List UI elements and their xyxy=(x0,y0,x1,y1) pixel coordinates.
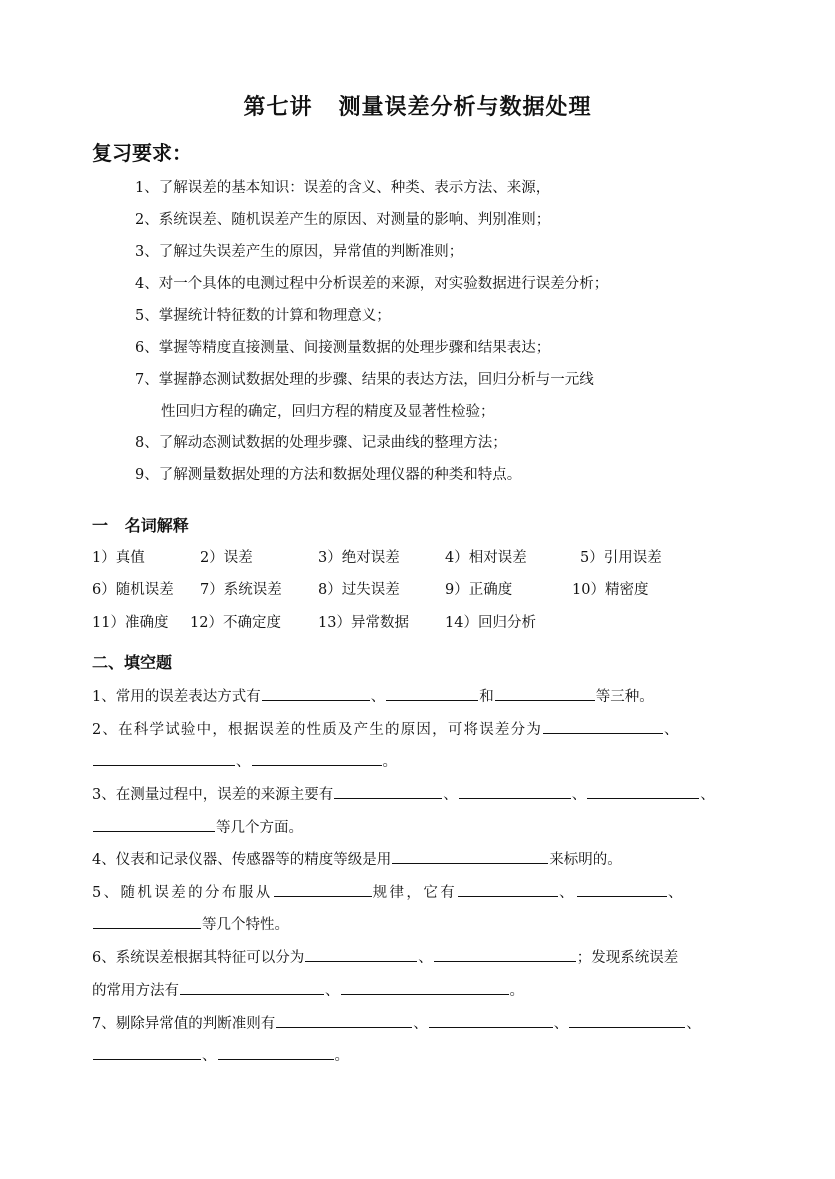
separator: 、 xyxy=(664,722,680,738)
answer-blank[interactable] xyxy=(459,782,571,799)
review-item-1: 1、了解误差的基本知识：误差的含义、种类、表示方法、来源， xyxy=(135,180,551,196)
answer-blank[interactable] xyxy=(587,782,699,799)
question-text: 等几个特性。 xyxy=(202,917,289,933)
review-item-8: 8、了解动态测试数据的处理步骤、记录曲线的整理方法； xyxy=(135,435,507,451)
question-text: 7、剔除异常值的判断准则有 xyxy=(92,1016,276,1032)
question-text: 来标明的。 xyxy=(549,852,622,868)
answer-blank[interactable] xyxy=(305,945,417,962)
term-item: 7）系统误差 xyxy=(200,582,282,598)
term-item: 4）相对误差 xyxy=(445,550,527,566)
question-text: 5、随机误差的分布服从 xyxy=(92,885,273,901)
section-terms-heading: 一 名词解释 xyxy=(92,516,189,535)
answer-blank[interactable] xyxy=(262,684,370,701)
term-item: 5）引用误差 xyxy=(580,550,662,566)
review-item-3: 3、了解过失误差产生的原因，异常值的判断准则； xyxy=(135,244,464,260)
review-item-6: 6、掌握等精度直接测量、间接测量数据的处理步骤和结果表达； xyxy=(135,340,551,356)
review-item-5: 5、掌握统计特征数的计算和物理意义； xyxy=(135,308,391,324)
separator: 、 xyxy=(553,1016,569,1032)
answer-blank[interactable] xyxy=(218,1043,334,1060)
question-6 xyxy=(92,945,678,967)
question-text: 等三种。 xyxy=(595,689,654,705)
separator: 、 xyxy=(202,1048,217,1064)
answer-blank[interactable] xyxy=(252,749,382,766)
question-text: 4、仪表和记录仪器、传感器等的精度等级是用 xyxy=(92,852,392,868)
answer-blank[interactable] xyxy=(434,945,576,962)
review-item-7-cont: 性回归方程的确定，回归方程的精度及显著性检验； xyxy=(161,404,495,420)
separator: 、 xyxy=(325,983,340,999)
term-item: 3）绝对误差 xyxy=(318,550,400,566)
separator: 、 xyxy=(236,754,251,770)
answer-blank[interactable] xyxy=(334,782,442,799)
term-item: 14）回归分析 xyxy=(445,615,536,631)
question-text: 的常用方法有 xyxy=(92,983,179,999)
term-item: 2）误差 xyxy=(200,550,253,566)
term-item: 10）精密度 xyxy=(572,582,649,598)
separator: 、 xyxy=(686,1016,701,1032)
section-fill-heading: 二、填空题 xyxy=(92,653,173,672)
question-text: 6、系统误差根据其特征可以分为 xyxy=(92,950,305,966)
separator: 、 xyxy=(571,787,587,803)
question-text: 规律，它有 xyxy=(372,885,458,901)
question-text: 。 xyxy=(334,1048,349,1064)
term-item: 11）准确度 xyxy=(92,615,169,631)
term-item: 13）异常数据 xyxy=(318,615,409,631)
separator: 、 xyxy=(418,950,433,966)
question-5 xyxy=(92,880,685,902)
answer-blank[interactable] xyxy=(569,1011,685,1028)
answer-blank[interactable] xyxy=(276,1011,412,1028)
separator: 、 xyxy=(700,787,715,803)
question-2-cont xyxy=(92,749,397,771)
question-text: 。 xyxy=(509,983,524,999)
review-item-9: 9、了解测量数据处理的方法和数据处理仪器的种类和特点。 xyxy=(135,467,522,483)
answer-blank[interactable] xyxy=(93,912,201,929)
answer-blank[interactable] xyxy=(386,684,478,701)
question-2 xyxy=(92,717,680,739)
answer-blank[interactable] xyxy=(180,978,324,995)
term-item: 12）不确定度 xyxy=(190,615,281,631)
question-1 xyxy=(92,684,654,706)
question-6-cont xyxy=(92,978,524,1000)
question-7 xyxy=(92,1011,701,1033)
answer-blank[interactable] xyxy=(274,880,372,897)
question-text: 等几个方面。 xyxy=(216,820,303,836)
question-text: 3、在测量过程中，误差的来源主要有 xyxy=(92,787,334,803)
term-item: 1）真值 xyxy=(92,550,145,566)
review-item-2: 2、系统误差、随机误差产生的原因、对测量的影响、判别准则； xyxy=(135,212,551,228)
question-text: 。 xyxy=(382,754,397,770)
page-title: 第七讲 测量误差分析与数据处理 xyxy=(243,94,592,120)
answer-blank[interactable] xyxy=(458,880,558,897)
separator: 、 xyxy=(413,1016,428,1032)
answer-blank[interactable] xyxy=(341,978,509,995)
separator: 、 xyxy=(370,689,386,705)
answer-blank[interactable] xyxy=(93,749,235,766)
answer-blank[interactable] xyxy=(392,847,548,864)
separator: 、 xyxy=(668,885,685,901)
answer-blank[interactable] xyxy=(543,717,663,734)
question-3-cont xyxy=(92,815,303,837)
answer-blank[interactable] xyxy=(577,880,667,897)
term-item: 9）正确度 xyxy=(445,582,513,598)
question-7-cont xyxy=(92,1043,349,1065)
separator: 、 xyxy=(559,885,577,901)
question-4 xyxy=(92,847,622,869)
separator: 、 xyxy=(443,787,458,803)
term-item: 8）过失误差 xyxy=(318,582,400,598)
term-item: 6）随机误差 xyxy=(92,582,174,598)
review-item-4: 4、对一个具体的电测过程中分析误差的来源，对实验数据进行误差分析； xyxy=(135,276,609,292)
question-text: 和 xyxy=(479,689,494,705)
answer-blank[interactable] xyxy=(93,815,215,832)
question-text: ；发现系统误差 xyxy=(576,950,679,966)
question-text: 2、在科学试验中，根据误差的性质及产生的原因，可将误差分为 xyxy=(92,722,543,738)
question-text: 1、常用的误差表达方式有 xyxy=(92,689,261,705)
answer-blank[interactable] xyxy=(429,1011,553,1028)
review-heading: 复习要求： xyxy=(92,141,192,165)
review-item-7: 7、掌握静态测试数据处理的步骤、结果的表达方法，回归分析与一元线 xyxy=(135,372,594,388)
answer-blank[interactable] xyxy=(93,1043,201,1060)
question-5-cont xyxy=(92,912,289,934)
question-3 xyxy=(92,782,715,804)
answer-blank[interactable] xyxy=(495,684,595,701)
